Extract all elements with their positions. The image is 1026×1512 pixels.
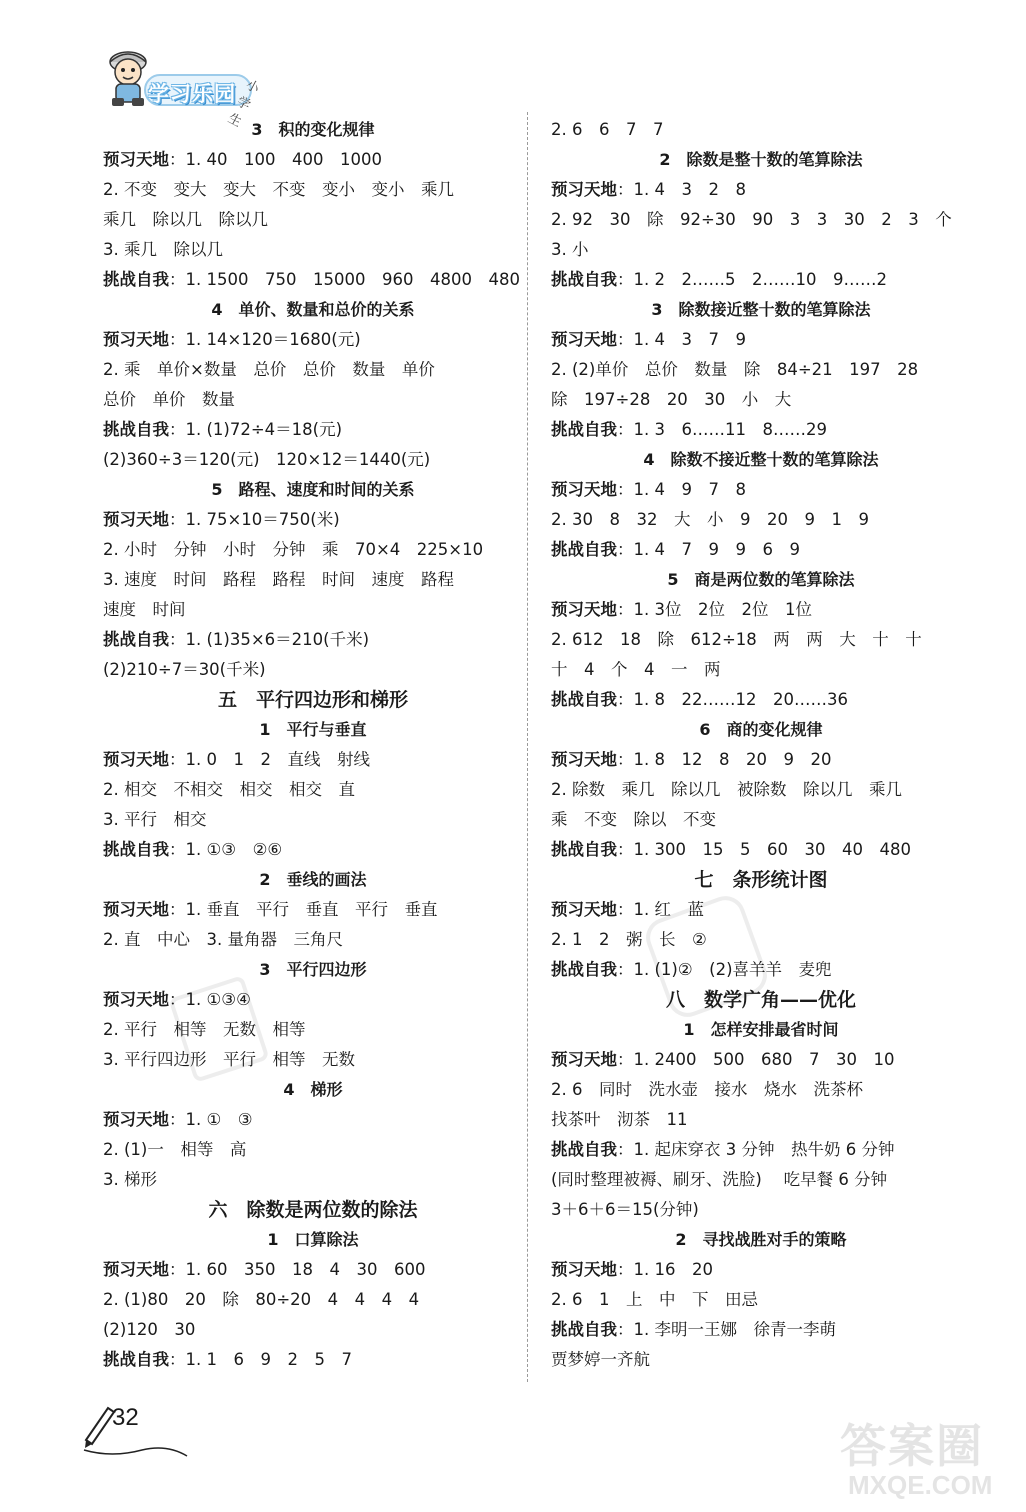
answer-text: ：1. 3位 2位 2位 1位 bbox=[617, 600, 812, 619]
answer-text: ：1. 1500 750 15000 960 4800 480 bbox=[169, 270, 520, 289]
answer-line bbox=[103, 745, 523, 775]
answer-line bbox=[103, 1105, 523, 1135]
answer-line: 2. 92 30 除 92÷30 90 3 3 30 2 3 个 bbox=[551, 210, 952, 229]
answer-column-right bbox=[551, 115, 971, 1375]
answer-text: ：1. 8 22……12 20……36 bbox=[617, 690, 848, 709]
section-heading: 1 口算除法 bbox=[267, 1230, 359, 1249]
answer-line bbox=[551, 685, 971, 715]
answer-line bbox=[103, 145, 523, 175]
answer-text: ：1. 60 350 18 4 30 600 bbox=[169, 1260, 426, 1279]
answer-line: 3＋6＋6＝15(分钟) bbox=[551, 1200, 699, 1219]
section-heading: 1 平行与垂直 bbox=[259, 720, 367, 739]
answer-label: 预习天地 bbox=[103, 330, 169, 349]
section-heading: 3 积的变化规律 bbox=[251, 120, 375, 139]
answer-line bbox=[103, 625, 523, 655]
section-heading: 4 单价、数量和总价的关系 bbox=[211, 300, 415, 319]
answer-line: (2)120 30 bbox=[103, 1320, 196, 1339]
answer-text: ：1. 4 3 7 9 bbox=[617, 330, 746, 349]
answer-label: 挑战自我 bbox=[551, 540, 617, 559]
answer-line: 2. 6 同时 洗水壶 接水 烧水 洗茶杯 bbox=[551, 1080, 863, 1099]
answer-label: 挑战自我 bbox=[551, 1320, 617, 1339]
section-heading: 4 除数不接近整十数的笔算除法 bbox=[643, 450, 879, 469]
answer-label: 预习天地 bbox=[551, 480, 617, 499]
answer-label: 挑战自我 bbox=[551, 1140, 617, 1159]
answer-line: 乘几 除以几 除以几 bbox=[103, 210, 268, 229]
watermark-main: 答案圈 bbox=[840, 1419, 984, 1473]
answer-line: 2. (1)一 相等 高 bbox=[103, 1140, 247, 1159]
answer-label: 挑战自我 bbox=[103, 270, 169, 289]
section-heading: 2 垂线的画法 bbox=[259, 870, 367, 889]
answer-text: ：1. 4 9 7 8 bbox=[617, 480, 746, 499]
answer-label: 预习天地 bbox=[103, 990, 169, 1009]
answer-line bbox=[551, 745, 971, 775]
answer-text: ：1. 4 3 2 8 bbox=[617, 180, 746, 199]
answer-line bbox=[103, 415, 523, 445]
section-heading: 3 平行四边形 bbox=[259, 960, 367, 979]
answer-label: 预习天地 bbox=[551, 1050, 617, 1069]
answer-text: ：1. 2 2……5 2……10 9……2 bbox=[617, 270, 887, 289]
answer-line bbox=[551, 535, 971, 565]
section-heading: 4 梯形 bbox=[283, 1080, 343, 1099]
answer-text: ：1. 8 12 8 20 9 20 bbox=[617, 750, 832, 769]
answer-line bbox=[103, 895, 523, 925]
answer-text: ：1. 14×120＝1680(元) bbox=[169, 330, 361, 349]
answer-label: 预习天地 bbox=[551, 600, 617, 619]
answer-line: 3. 梯形 bbox=[103, 1170, 157, 1189]
answer-line bbox=[551, 415, 971, 445]
brand-subtitle: 小学生 bbox=[225, 77, 262, 131]
answer-text: ：1. 垂直 平行 垂直 平行 垂直 bbox=[169, 900, 438, 919]
answer-label: 预习天地 bbox=[103, 900, 169, 919]
answer-text: ：1. ① ③ bbox=[169, 1110, 253, 1129]
watermark bbox=[840, 1408, 1020, 1508]
answer-text: ：1. (1)② (2)喜羊羊 麦兜 bbox=[617, 960, 832, 979]
answer-line bbox=[551, 955, 971, 985]
answer-text: ：1. 红 蓝 bbox=[617, 900, 704, 919]
answer-line: 2. 相交 不相交 相交 相交 直 bbox=[103, 780, 355, 799]
pencil-icon bbox=[82, 1400, 202, 1460]
answer-label: 预习天地 bbox=[103, 1110, 169, 1129]
answer-line bbox=[551, 265, 971, 295]
answer-line: 除 197÷28 20 30 小 大 bbox=[551, 390, 792, 409]
answer-label: 挑战自我 bbox=[103, 840, 169, 859]
answer-line bbox=[551, 1045, 971, 1075]
answer-text: ：1. (1)35×6＝210(千米) bbox=[169, 630, 370, 649]
section-heading: 5 路程、速度和时间的关系 bbox=[211, 480, 415, 499]
answer-line: 3. 平行 相交 bbox=[103, 810, 207, 829]
answer-line: 2. 1 2 粥 长 ② bbox=[551, 930, 707, 949]
answer-line: 3. 速度 时间 路程 路程 时间 速度 路程 bbox=[103, 570, 454, 589]
answer-line: (2)360÷3＝120(元) 120×12＝1440(元) bbox=[103, 450, 431, 469]
answer-line: 乘 不变 除以 不变 bbox=[551, 810, 716, 829]
answer-line: 2. 乘 单价×数量 总价 总价 数量 单价 bbox=[103, 360, 435, 379]
answer-label: 预习天地 bbox=[103, 150, 169, 169]
answer-label: 预习天地 bbox=[551, 180, 617, 199]
answer-label: 预习天地 bbox=[551, 330, 617, 349]
answer-line: 3. 小 bbox=[551, 240, 589, 259]
answer-text: ：1. 2400 500 680 7 30 10 bbox=[617, 1050, 895, 1069]
answer-line bbox=[103, 1345, 523, 1375]
answer-line bbox=[103, 985, 523, 1015]
answer-text: ：1. 16 20 bbox=[617, 1260, 713, 1279]
answer-text: ：1. 300 15 5 60 30 40 480 bbox=[617, 840, 911, 859]
answer-column-left bbox=[103, 115, 523, 1375]
answer-text: ：1. 李明一王娜 徐青一李萌 bbox=[617, 1320, 836, 1339]
answer-text: ：1. 3 6……11 8……29 bbox=[617, 420, 827, 439]
section-heading: 2 除数是整十数的笔算除法 bbox=[659, 150, 863, 169]
answer-line: 2. 6 6 7 7 bbox=[551, 120, 664, 139]
answer-text: ：1. 4 7 9 9 6 9 bbox=[617, 540, 800, 559]
chapter-heading: 五 平行四边形和梯形 bbox=[217, 689, 408, 711]
answer-label: 挑战自我 bbox=[103, 1350, 169, 1369]
answer-line: 贾梦婷一齐航 bbox=[551, 1350, 650, 1369]
answer-label: 挑战自我 bbox=[551, 270, 617, 289]
answer-line bbox=[103, 1255, 523, 1285]
answer-line bbox=[103, 835, 523, 865]
answer-label: 预习天地 bbox=[551, 750, 617, 769]
section-heading: 6 商的变化规律 bbox=[699, 720, 823, 739]
answer-text: ：1. 75×10＝750(米) bbox=[169, 510, 340, 529]
answer-line: 2. (2)单价 总价 数量 除 84÷21 197 28 bbox=[551, 360, 919, 379]
answer-line bbox=[551, 1255, 971, 1285]
answer-line: (同时整理被褥、刷牙、洗脸) 吃早餐 6 分钟 bbox=[551, 1170, 888, 1189]
answer-label: 挑战自我 bbox=[103, 630, 169, 649]
answer-line bbox=[551, 1315, 971, 1345]
answer-line: 十 4 个 4 一 两 bbox=[551, 660, 721, 679]
answer-label: 预习天地 bbox=[103, 750, 169, 769]
answer-line: (2)210÷7＝30(千米) bbox=[103, 660, 266, 679]
column-divider bbox=[527, 112, 528, 1382]
answer-line bbox=[551, 835, 971, 865]
answer-line: 2. 除数 乘几 除以几 被除数 除以几 乘几 bbox=[551, 780, 902, 799]
chapter-heading: 六 除数是两位数的除法 bbox=[208, 1199, 418, 1221]
answer-text: ：1. 1 6 9 2 5 7 bbox=[169, 1350, 352, 1369]
answer-label: 挑战自我 bbox=[551, 840, 617, 859]
answer-text: ：1. (1)72÷4＝18(元) bbox=[169, 420, 343, 439]
answer-line: 2. (1)80 20 除 80÷20 4 4 4 4 bbox=[103, 1290, 420, 1309]
answer-text: ：1. ①③ ②⑥ bbox=[169, 840, 283, 859]
answer-line bbox=[551, 475, 971, 505]
answer-line: 3. 平行四边形 平行 相等 无数 bbox=[103, 1050, 355, 1069]
answer-line: 2. 直 中心 3. 量角器 三角尺 bbox=[103, 930, 343, 949]
answer-line: 2. 6 1 上 中 下 田忌 bbox=[551, 1290, 758, 1309]
answer-line: 2. 小时 分钟 小时 分钟 乘 70×4 225×10 bbox=[103, 540, 484, 559]
section-heading: 5 商是两位数的笔算除法 bbox=[667, 570, 855, 589]
answer-line: 速度 时间 bbox=[103, 600, 186, 619]
answer-line bbox=[551, 595, 971, 625]
answer-line bbox=[103, 325, 523, 355]
answer-line bbox=[103, 265, 523, 295]
answer-label: 预习天地 bbox=[103, 510, 169, 529]
answer-line bbox=[551, 175, 971, 205]
section-heading: 1 怎样安排最省时间 bbox=[683, 1020, 839, 1039]
answer-text: ：1. 0 1 2 直线 射线 bbox=[169, 750, 370, 769]
section-heading: 3 除数接近整十数的笔算除法 bbox=[651, 300, 871, 319]
answer-text: ：1. 40 100 400 1000 bbox=[169, 150, 382, 169]
answer-line: 2. 612 18 除 612÷18 两 两 大 十 十 bbox=[551, 630, 922, 649]
page-number: 32 bbox=[112, 1404, 139, 1431]
answer-label: 挑战自我 bbox=[551, 690, 617, 709]
answer-line bbox=[551, 1135, 971, 1165]
answer-line: 2. 平行 相等 无数 相等 bbox=[103, 1020, 306, 1039]
answer-line: 总价 单价 数量 bbox=[103, 390, 235, 409]
answer-label: 挑战自我 bbox=[103, 420, 169, 439]
chapter-heading: 七 条形统计图 bbox=[694, 869, 828, 891]
brand-name: 学习乐园 bbox=[148, 82, 236, 106]
answer-line: 2. 不变 变大 变大 不变 变小 变小 乘几 bbox=[103, 180, 454, 199]
page-footer bbox=[82, 1400, 202, 1460]
header-logo bbox=[98, 40, 298, 131]
chapter-heading: 八 数学广角——优化 bbox=[665, 989, 856, 1011]
answer-line bbox=[551, 325, 971, 355]
answer-line: 2. 30 8 32 大 小 9 20 9 1 9 bbox=[551, 510, 869, 529]
answer-line bbox=[103, 505, 523, 535]
answer-label: 挑战自我 bbox=[551, 420, 617, 439]
answer-label: 预习天地 bbox=[551, 1260, 617, 1279]
answer-label: 预习天地 bbox=[103, 1260, 169, 1279]
answer-line bbox=[551, 895, 971, 925]
answer-line: 3. 乘几 除以几 bbox=[103, 240, 223, 259]
brand-logo bbox=[144, 70, 269, 131]
answer-label: 预习天地 bbox=[551, 900, 617, 919]
section-heading: 2 寻找战胜对手的策略 bbox=[675, 1230, 847, 1249]
answer-text: ：1. 起床穿衣 3 分钟 热牛奶 6 分钟 bbox=[617, 1140, 895, 1159]
answer-label: 挑战自我 bbox=[551, 960, 617, 979]
answer-text: ：1. ①③④ bbox=[169, 990, 251, 1009]
answer-line: 找茶叶 沏茶 11 bbox=[551, 1110, 688, 1129]
watermark-url: MXQE.COM bbox=[848, 1470, 993, 1500]
